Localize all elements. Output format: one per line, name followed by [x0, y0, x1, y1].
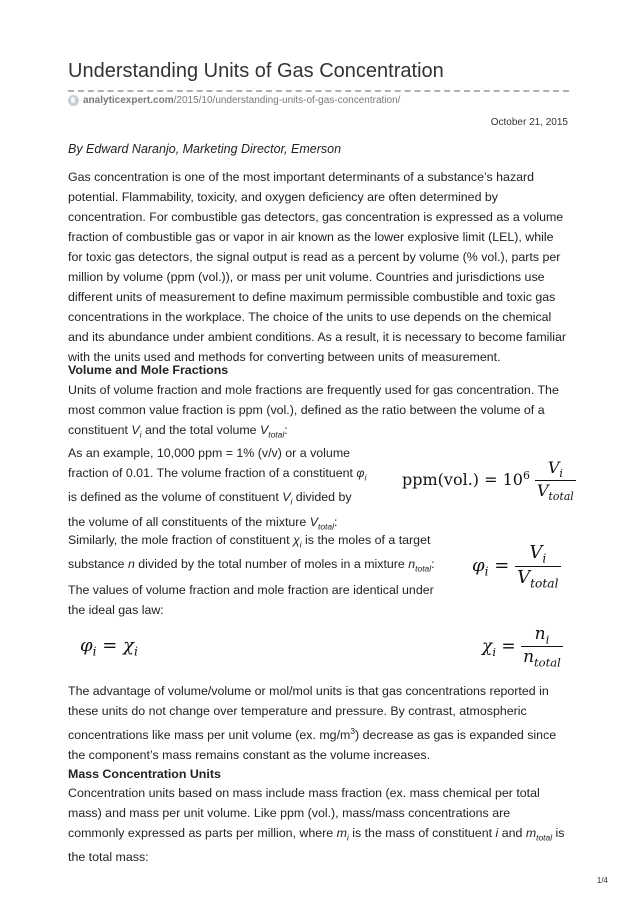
globe-icon — [68, 95, 79, 106]
mass-paragraph-1: Concentration units based on mass include mass fraction (ex. mass chemical per total mass) and mass per unit volume. Like ppm (vol.), mass/mass concentrations are commonly expressed as parts per million, where $m_i$ is the mass of constituent i and $m_{total}$ is the total mass: — [68, 786, 565, 865]
publish-date: October 21, 2015 — [490, 117, 568, 128]
volume-paragraph-1: Units of volume fraction and mole fractions are frequently used for gas concentration. The most common value fraction is ppm (vol.), defined as the ratio between the volume of a constituent $V_i$ and the total volume $V_{total}$: — [68, 383, 559, 440]
phi-equation: $\varphi_i$ = $\frac{V_i}{V_{total}}$ — [472, 542, 559, 591]
page-number: 1/4 — [596, 876, 608, 885]
title-divider — [68, 90, 569, 92]
section-heading-volume: Volume and Mole Fractions — [68, 363, 229, 377]
volume-paragraph-3: Similarly, the mole fraction of constituent $\chi_i$ is the moles of a target substance n divided by the total number of moles in a mixture $n_{total}$: — [68, 533, 435, 574]
volume-paragraph-4: The values of volume fraction and mole fraction are identical under the ideal gas law: — [68, 583, 434, 617]
volume-paragraph-2: As an example, 10,000 ppm = 1% (v/v) or a volume fraction of 0.01. The volume fraction of a constituent $\varphi_i$ is defined as the volume of constituent $V_i$ divided by the volume of all constituents of the mixture $V_{total}$: — [68, 446, 367, 532]
section-heading-mass: Mass Concentration Units — [68, 767, 221, 781]
source-url[interactable] — [68, 95, 400, 106]
volume-paragraph-5: The advantage of volume/volume or mol/mol units is that gas concentrations reported in these units do not change over temperature and pressure. By contrast, atmospheric concentrations like mass per unit volume (ex. $mg/m^3$) decrease as gas is expanded since the component’s mass remains constant as the volume increases. — [68, 684, 557, 763]
url-host[interactable]: analyticexpert.com — [83, 95, 174, 106]
page-title: Understanding Units of Gas Concentration — [68, 60, 444, 82]
intro-paragraph: Gas concentration is one of the most important determinants of a substance’s hazard potential. Flammability, toxicity, and oxygen deficiency are often determined by concentration. For combustible gas detectors, gas concentration is expressed as a volume fraction of combustible gas or vapor in air known as the lower explosive limit (LEL), while for toxic gas detectors, the signal output is read as a percent by volume (% vol.), parts per million by volume (ppm (vol.)), or mass per unit volume. Countries and jurisdictions use different units of measurement to define maximum permissible combustible and toxic gas concentrations in the workplace. The choice of the units to use depends on the chemical and its abundance under ambient conditions. As a result, it is necessary to become familiar with the units used and methods for converting between units of measurement. — [68, 170, 566, 364]
url-path[interactable]: /2015/10/understanding-units-of-gas-concentration/ — [173, 95, 401, 106]
byline: By Edward Naranjo, Marketing Director, Emerson — [68, 142, 342, 156]
ppm-equation: $ppm(vol.) = 10^6$ $\frac{V_i}{V_{total}}$ — [402, 458, 574, 504]
ideal-gas-equation: $\varphi_i = \chi_i$ — [80, 635, 138, 659]
chi-equation: $\chi_i$ = $\frac{n_i}{n_{total}}$ — [482, 624, 561, 670]
